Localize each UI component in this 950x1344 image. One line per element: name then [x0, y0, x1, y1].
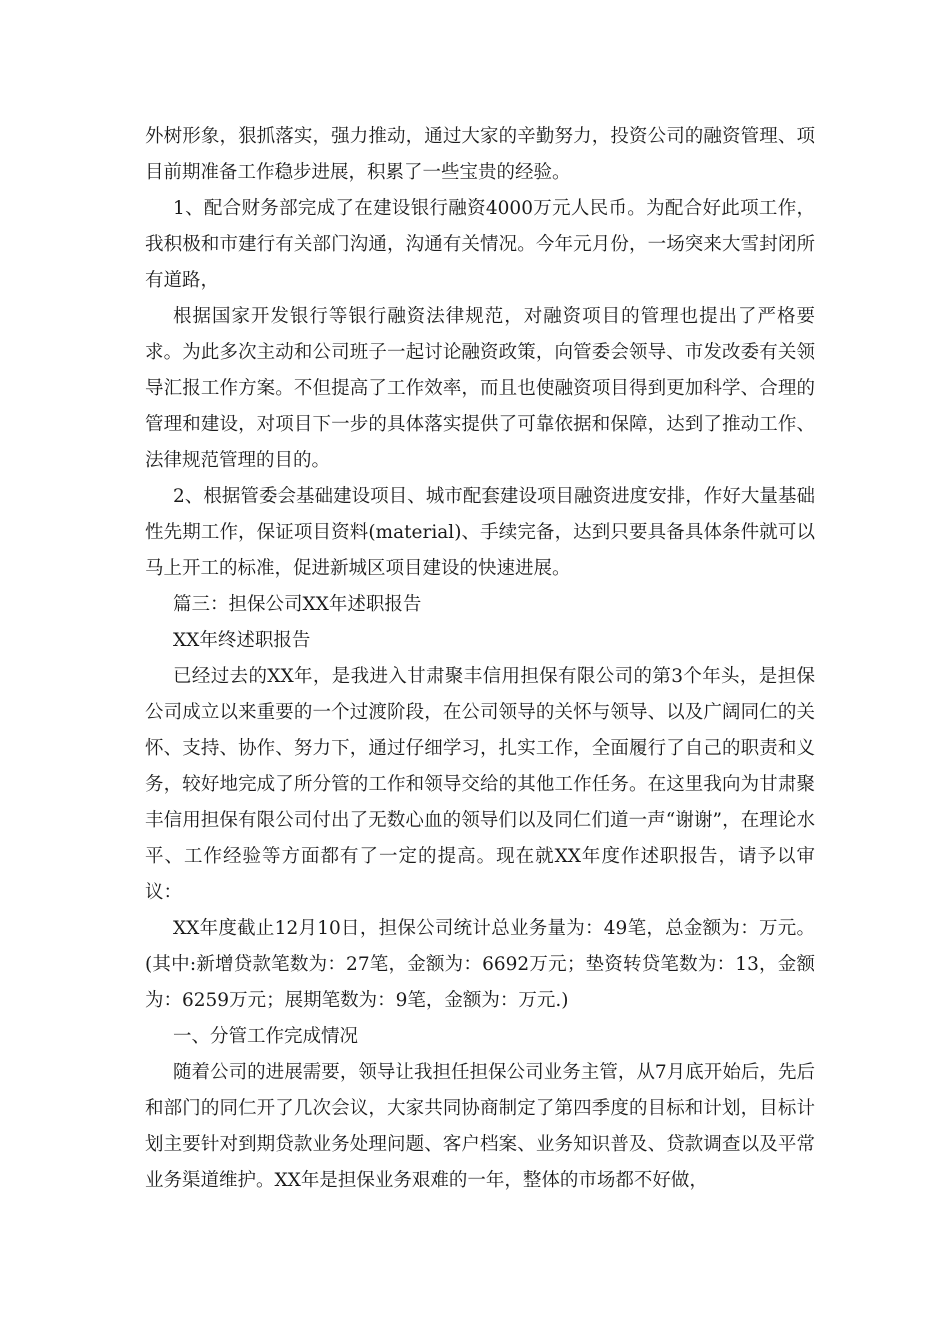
paragraph-2: 1、配合财务部完成了在建设银行融资4000万元人民币。为配合好此项工作，我积极和市建行有关部门沟通，沟通有关情况。今年元月份，一场突来大雪封闭所有道路， — [145, 198, 815, 291]
document-body — [145, 119, 815, 1199]
paragraph-work: 随着公司的进展需要，领导让我担任担保公司业务主管，从7月底开始后，先后和部门的同仁开了几次会议，大家共同协商制定了第四季度的目标和计划，目标计划主要针对到期贷款业务处理问题、客户档案、业务知识普及、贷款调查以及平常业务渠道维护。XX年是担保业务艰难的一年，整体的市场都不好做， — [145, 1062, 815, 1191]
report-title: XX年终述职报告 — [173, 630, 311, 651]
section-heading-1: 一、分管工作完成情况 — [173, 1026, 359, 1047]
paragraph-intro: 已经过去的XX年，是我进入甘肃聚丰信用担保有限公司的第3个年头，是担保公司成立以来重要的一个过渡阶段，在公司领导的关怀与领导、以及广阔同仁的关怀、支持、协作、努力下，通过仔细学习，扎实工作，全面履行了自己的职责和义务，较好地完成了所分管的工作和领导交给的其他工作任务。在这里我向为甘肃聚丰信用担保有限公司付出了无数心血的领导们以及同仁们道一声“谢谢”，在理论水平、工作经验等方面都有了一定的提高。现在就XX年度作述职报告，请予以审议： — [145, 666, 815, 903]
paragraph-statistics: XX年度截止12月10日，担保公司统计总业务量为：49笔，总金额为：万元。(其中:新增贷款笔数为：27笔，金额为：6692万元；垫资转贷笔数为：13，金额为：6259万元；展期笔数为：9笔，金额为：万元.) — [145, 918, 815, 1011]
section-heading-part-3: 篇三：担保公司XX年述职报告 — [173, 594, 422, 615]
paragraph-4: 2、根据管委会基础建设项目、城市配套建设项目融资进度安排，作好大量基础性先期工作，保证项目资料(material)、手续完备，达到只要具备具体条件就可以马上开工的标准，促进新城区项目建设的快速进展。 — [145, 486, 815, 579]
paragraph-3: 根据国家开发银行等银行融资法律规范，对融资项目的管理也提出了严格要求。为此多次主动和公司班子一起讨论融资政策，向管委会领导、市发改委有关领导汇报工作方案。不但提高了工作效率，而且也使融资项目得到更加科学、合理的管理和建设，对项目下一步的具体落实提供了可靠依据和保障，达到了推动工作、法律规范管理的目的。 — [145, 306, 815, 471]
paragraph-1: 外树形象，狠抓落实，强力推动，通过大家的辛勤努力，投资公司的融资管理、项目前期准备工作稳步进展，积累了一些宝贵的经验。 — [145, 126, 815, 183]
